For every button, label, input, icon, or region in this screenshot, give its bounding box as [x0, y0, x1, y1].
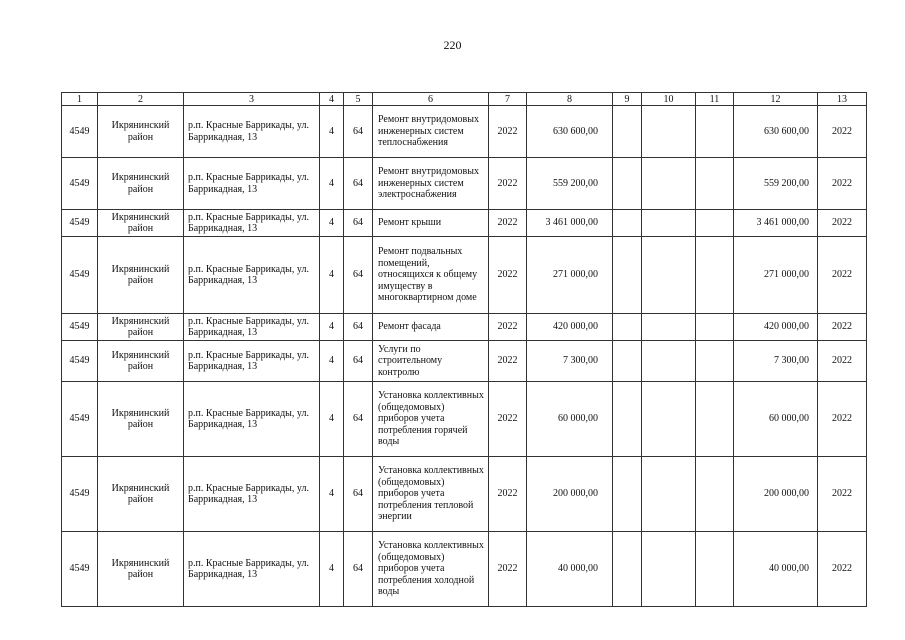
cell-year: 2022: [489, 106, 527, 158]
cell-col10: [642, 341, 696, 382]
cell-number: 4549: [62, 382, 98, 457]
cell-year: 2022: [489, 314, 527, 341]
cell-col5: 64: [344, 457, 373, 532]
column-header: 13: [818, 93, 867, 106]
cell-cost-total: 271 000,00: [734, 237, 818, 314]
cell-year-end: 2022: [818, 457, 867, 532]
cell-year-end: 2022: [818, 341, 867, 382]
cell-number: 4549: [62, 158, 98, 210]
cell-address: р.п. Красные Баррикады, ул. Баррикадная, 13: [184, 314, 320, 341]
column-header: 10: [642, 93, 696, 106]
cell-col11: [696, 210, 734, 237]
cell-district: Икрянинский район: [98, 457, 184, 532]
cell-cost-total: 60 000,00: [734, 382, 818, 457]
column-header: 2: [98, 93, 184, 106]
cell-year-end: 2022: [818, 210, 867, 237]
cell-cost-total: 559 200,00: [734, 158, 818, 210]
cell-col5: 64: [344, 237, 373, 314]
cell-col4: 4: [320, 237, 344, 314]
column-header: 7: [489, 93, 527, 106]
cell-col10: [642, 237, 696, 314]
cell-address: р.п. Красные Баррикады, ул. Баррикадная, 13: [184, 382, 320, 457]
cell-year: 2022: [489, 158, 527, 210]
cell-number: 4549: [62, 457, 98, 532]
cell-col5: 64: [344, 314, 373, 341]
cell-col11: [696, 341, 734, 382]
cell-number: 4549: [62, 532, 98, 607]
cell-cost-total: 200 000,00: [734, 457, 818, 532]
cell-number: 4549: [62, 106, 98, 158]
cell-district: Икрянинский район: [98, 158, 184, 210]
cell-district: Икрянинский район: [98, 341, 184, 382]
table-row: [62, 314, 867, 341]
cell-col10: [642, 382, 696, 457]
cell-col11: [696, 158, 734, 210]
table-row: [62, 532, 867, 607]
cell-col10: [642, 457, 696, 532]
cell-col9: [613, 314, 642, 341]
cell-district: Икрянинский район: [98, 210, 184, 237]
cell-number: 4549: [62, 314, 98, 341]
cell-col9: [613, 237, 642, 314]
cell-col11: [696, 314, 734, 341]
cell-work-type: Установка коллективных (общедомовых) приборов учета потребления холодной воды: [373, 532, 489, 607]
cell-work-type: Ремонт фасада: [373, 314, 489, 341]
cell-col9: [613, 106, 642, 158]
cell-col5: 64: [344, 106, 373, 158]
column-header: 8: [527, 93, 613, 106]
cell-address: р.п. Красные Баррикады, ул. Баррикадная, 13: [184, 237, 320, 314]
cell-year-end: 2022: [818, 237, 867, 314]
cell-work-type: Ремонт внутридомовых инженерных систем электроснабжения: [373, 158, 489, 210]
table-row: [62, 457, 867, 532]
cell-cost-total: 420 000,00: [734, 314, 818, 341]
column-header: 9: [613, 93, 642, 106]
cell-year: 2022: [489, 457, 527, 532]
cell-col9: [613, 210, 642, 237]
cell-cost-total: 3 461 000,00: [734, 210, 818, 237]
cell-work-type: Установка коллективных (общедомовых) приборов учета потребления горячей воды: [373, 382, 489, 457]
header-row: [62, 93, 867, 106]
cell-cost-total: 40 000,00: [734, 532, 818, 607]
cell-col4: 4: [320, 382, 344, 457]
cell-col4: 4: [320, 532, 344, 607]
cell-district: Икрянинский район: [98, 106, 184, 158]
cell-cost: 271 000,00: [527, 237, 613, 314]
cell-year: 2022: [489, 341, 527, 382]
cell-col9: [613, 158, 642, 210]
cell-address: р.п. Красные Баррикады, ул. Баррикадная, 13: [184, 457, 320, 532]
cell-col4: 4: [320, 314, 344, 341]
cell-cost: 559 200,00: [527, 158, 613, 210]
cell-col9: [613, 382, 642, 457]
cell-year: 2022: [489, 382, 527, 457]
column-header: 1: [62, 93, 98, 106]
cell-col10: [642, 314, 696, 341]
table-row: [62, 341, 867, 382]
cell-year-end: 2022: [818, 106, 867, 158]
cell-cost: 3 461 000,00: [527, 210, 613, 237]
cell-col4: 4: [320, 210, 344, 237]
cell-number: 4549: [62, 210, 98, 237]
cell-year: 2022: [489, 532, 527, 607]
cell-cost: 7 300,00: [527, 341, 613, 382]
cell-cost: 40 000,00: [527, 532, 613, 607]
column-header: 4: [320, 93, 344, 106]
cell-col11: [696, 457, 734, 532]
cell-address: р.п. Красные Баррикады, ул. Баррикадная, 13: [184, 210, 320, 237]
cell-col10: [642, 106, 696, 158]
cell-address: р.п. Красные Баррикады, ул. Баррикадная, 13: [184, 532, 320, 607]
cell-year-end: 2022: [818, 314, 867, 341]
table-row: [62, 382, 867, 457]
cell-work-type: Установка коллективных (общедомовых) приборов учета потребления тепловой энергии: [373, 457, 489, 532]
cell-col10: [642, 158, 696, 210]
cell-col9: [613, 457, 642, 532]
cell-cost-total: 7 300,00: [734, 341, 818, 382]
cell-col4: 4: [320, 341, 344, 382]
cell-col5: 64: [344, 210, 373, 237]
cell-work-type: Услуги по строительному контролю: [373, 341, 489, 382]
cell-col5: 64: [344, 341, 373, 382]
cell-district: Икрянинский район: [98, 382, 184, 457]
column-header: 12: [734, 93, 818, 106]
cell-col4: 4: [320, 106, 344, 158]
cell-district: Икрянинский район: [98, 532, 184, 607]
cell-address: р.п. Красные Баррикады, ул. Баррикадная, 13: [184, 341, 320, 382]
cell-col11: [696, 106, 734, 158]
cell-col10: [642, 532, 696, 607]
cell-col5: 64: [344, 158, 373, 210]
column-header: 11: [696, 93, 734, 106]
column-header: 3: [184, 93, 320, 106]
cell-col11: [696, 532, 734, 607]
cell-year: 2022: [489, 210, 527, 237]
cell-col4: 4: [320, 158, 344, 210]
cell-col5: 64: [344, 532, 373, 607]
cell-cost: 200 000,00: [527, 457, 613, 532]
cell-col10: [642, 210, 696, 237]
cell-cost: 60 000,00: [527, 382, 613, 457]
table-row: [62, 210, 867, 237]
cell-cost-total: 630 600,00: [734, 106, 818, 158]
cell-year-end: 2022: [818, 532, 867, 607]
table-row: [62, 237, 867, 314]
cell-district: Икрянинский район: [98, 237, 184, 314]
cell-district: Икрянинский район: [98, 314, 184, 341]
cell-cost: 420 000,00: [527, 314, 613, 341]
cell-cost: 630 600,00: [527, 106, 613, 158]
cell-col11: [696, 382, 734, 457]
cell-year: 2022: [489, 237, 527, 314]
column-header: 5: [344, 93, 373, 106]
page-number: 220: [443, 38, 462, 52]
table-row: [62, 158, 867, 210]
cell-col11: [696, 237, 734, 314]
table-row: [62, 106, 867, 158]
register-table: [61, 92, 867, 607]
cell-col9: [613, 532, 642, 607]
cell-year-end: 2022: [818, 382, 867, 457]
cell-col5: 64: [344, 382, 373, 457]
cell-number: 4549: [62, 237, 98, 314]
cell-work-type: Ремонт крыши: [373, 210, 489, 237]
cell-col9: [613, 341, 642, 382]
cell-address: р.п. Красные Баррикады, ул. Баррикадная, 13: [184, 158, 320, 210]
cell-work-type: Ремонт подвальных помещений, относящихся к общему имуществу в многоквартирном доме: [373, 237, 489, 314]
column-header: 6: [373, 93, 489, 106]
cell-year-end: 2022: [818, 158, 867, 210]
cell-number: 4549: [62, 341, 98, 382]
cell-col4: 4: [320, 457, 344, 532]
cell-work-type: Ремонт внутридомовых инженерных систем теплоснабжения: [373, 106, 489, 158]
cell-address: р.п. Красные Баррикады, ул. Баррикадная, 13: [184, 106, 320, 158]
